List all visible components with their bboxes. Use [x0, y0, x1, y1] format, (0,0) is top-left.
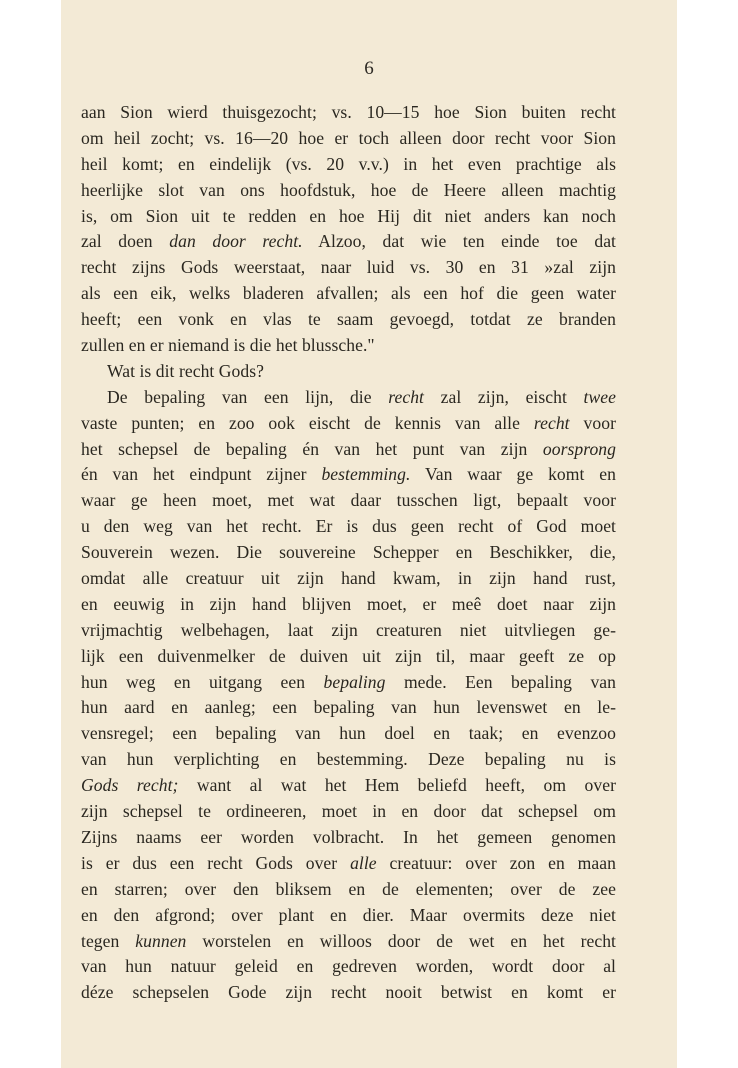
text-line [81, 799, 616, 825]
text-line [81, 929, 616, 955]
italic-text: dan door recht. [169, 231, 303, 252]
text-segment: hun weg en uitgang een [81, 671, 324, 692]
text-line [81, 618, 616, 644]
page-number: 6 [364, 58, 374, 79]
text-line [81, 462, 616, 488]
italic-text: kunnen [135, 930, 187, 951]
text-segment: déze schepselen Gode zijn recht nooit betwist en komt er [81, 982, 616, 1003]
text-segment: vensregel; een bepaling van hun doel en taak; en evenzoo [81, 723, 616, 744]
text-segment: het schepsel de bepaling én van het punt van zijn [81, 438, 543, 459]
text-line [81, 437, 616, 463]
text-line [81, 204, 616, 230]
italic-text: recht [388, 386, 424, 407]
text-segment: tegen [81, 930, 136, 951]
text-line [81, 980, 616, 1006]
text-segment: heerlijke slot van ons hoofdstuk, hoe de Heere alleen machtig [81, 179, 616, 200]
text-line [81, 903, 616, 929]
text-line [81, 333, 616, 359]
italic-text: oorsprong [542, 438, 616, 459]
text-segment: Wat is dit recht Gods? [107, 360, 265, 381]
text-segment: heil komt; en eindelijk (vs. 20 v.v.) in het even prachtige als [81, 153, 616, 174]
text-segment: lijk een duivenmelker de duiven uit zijn til, maar geeft ze op [81, 645, 616, 666]
text-line [81, 255, 616, 281]
italic-text: Gods recht; [81, 775, 179, 796]
text-segment: want al wat het Hem beliefd heeft, om over [178, 775, 616, 796]
text-segment: creatuur: over zon en maan [376, 852, 616, 873]
text-segment: vrijmachtig welbehagen, laat zijn creaturen niet uitvliegen ge- [81, 619, 616, 640]
text-segment: Zijns naams eer worden volbracht. In het gemeen genomen [81, 826, 616, 847]
text-segment: recht zijns Gods weerstaat, naar luid vs. 30 en 31 »zal zijn [81, 257, 616, 278]
text-segment: mede. Een bepaling van [385, 671, 616, 692]
italic-text: bepaling [323, 671, 386, 692]
text-segment: zal zijn, eischt [424, 386, 584, 407]
text-line [81, 644, 616, 670]
text-segment: zijn schepsel te ordineeren, moet in en door dat schepsel om [81, 801, 616, 822]
text-segment: van hun natuur geleid en gedreven worden, wordt door al [81, 956, 616, 977]
text-segment: en eeuwig in zijn hand blijven moet, er meê doet naar zijn [81, 593, 616, 614]
text-line [81, 954, 616, 980]
text-line [81, 152, 616, 178]
text-line [81, 488, 616, 514]
text-segment: vaste punten; en zoo ook eischt de kennis van alle [81, 412, 534, 433]
text-segment: omdat alle creatuur uit zijn hand kwam, in zijn hand rust, [81, 568, 616, 589]
text-line [81, 773, 616, 799]
text-line [81, 229, 616, 255]
text-segment: worstelen en willoos door de wet en het recht [186, 930, 616, 951]
text-line [81, 825, 616, 851]
body-text [81, 100, 616, 1006]
text-line [81, 747, 616, 773]
text-segment: aan Sion wierd thuisgezocht; vs. 10—15 hoe Sion buiten recht [81, 102, 616, 122]
text-segment: Souverein wezen. Die souvereine Schepper en Beschikker, die, [81, 542, 616, 563]
text-segment: zullen en er niemand is die het blussche." [81, 335, 375, 356]
text-line [81, 721, 616, 747]
text-segment: is er dus een recht Gods over [81, 852, 351, 873]
text-line [81, 178, 616, 204]
text-line [81, 281, 616, 307]
text-line [81, 695, 616, 721]
text-segment: als een eik, welks bladeren afvallen; als een hof die geen water [81, 283, 616, 304]
book-page [61, 0, 677, 1068]
text-segment: is, om Sion uit te redden en hoe Hij dit niet anders kan noch [81, 205, 616, 226]
text-segment: om heil zocht; vs. 16—20 hoe er toch alleen door recht voor Sion [81, 127, 616, 148]
italic-text: alle [350, 852, 377, 873]
text-line [81, 359, 616, 385]
text-segment: zal doen [81, 231, 170, 252]
text-line [81, 126, 616, 152]
text-segment: waar ge heen moet, met wat daar tusschen ligt, bepaalt voor [81, 490, 616, 511]
text-line [81, 670, 616, 696]
text-segment: heeft; een vonk en vlas te saam gevoegd, totdat ze branden [81, 309, 616, 330]
text-line [81, 566, 616, 592]
italic-text: recht [533, 412, 570, 433]
text-segment: De bepaling van een lijn, die [107, 386, 389, 407]
text-segment: van hun verplichting en bestemming. Deze bepaling nu is [81, 749, 616, 770]
italic-text: twee [583, 386, 616, 407]
text-line [81, 514, 616, 540]
text-segment: hun aard en aanleg; een bepaling van hun levenswet en le- [81, 697, 616, 718]
text-line [81, 385, 616, 411]
italic-text: bestemming. [321, 464, 411, 485]
text-segment: Alzoo, dat wie ten einde toe dat [302, 231, 616, 252]
text-segment: voor [569, 412, 616, 433]
text-segment: u den weg van het recht. Er is dus geen recht of God moet [81, 516, 616, 537]
text-line [81, 851, 616, 877]
text-segment: en starren; over den bliksem en de elementen; over de zee [81, 878, 616, 899]
text-line [81, 307, 616, 333]
text-segment: en den afgrond; over plant en dier. Maar overmits deze niet [81, 904, 616, 925]
text-line [81, 100, 616, 126]
text-line [81, 411, 616, 437]
text-segment: én van het eindpunt zijner [81, 464, 322, 485]
text-line [81, 877, 616, 903]
text-line [81, 592, 616, 618]
text-line [81, 540, 616, 566]
text-segment: Van waar ge komt en [410, 464, 616, 485]
